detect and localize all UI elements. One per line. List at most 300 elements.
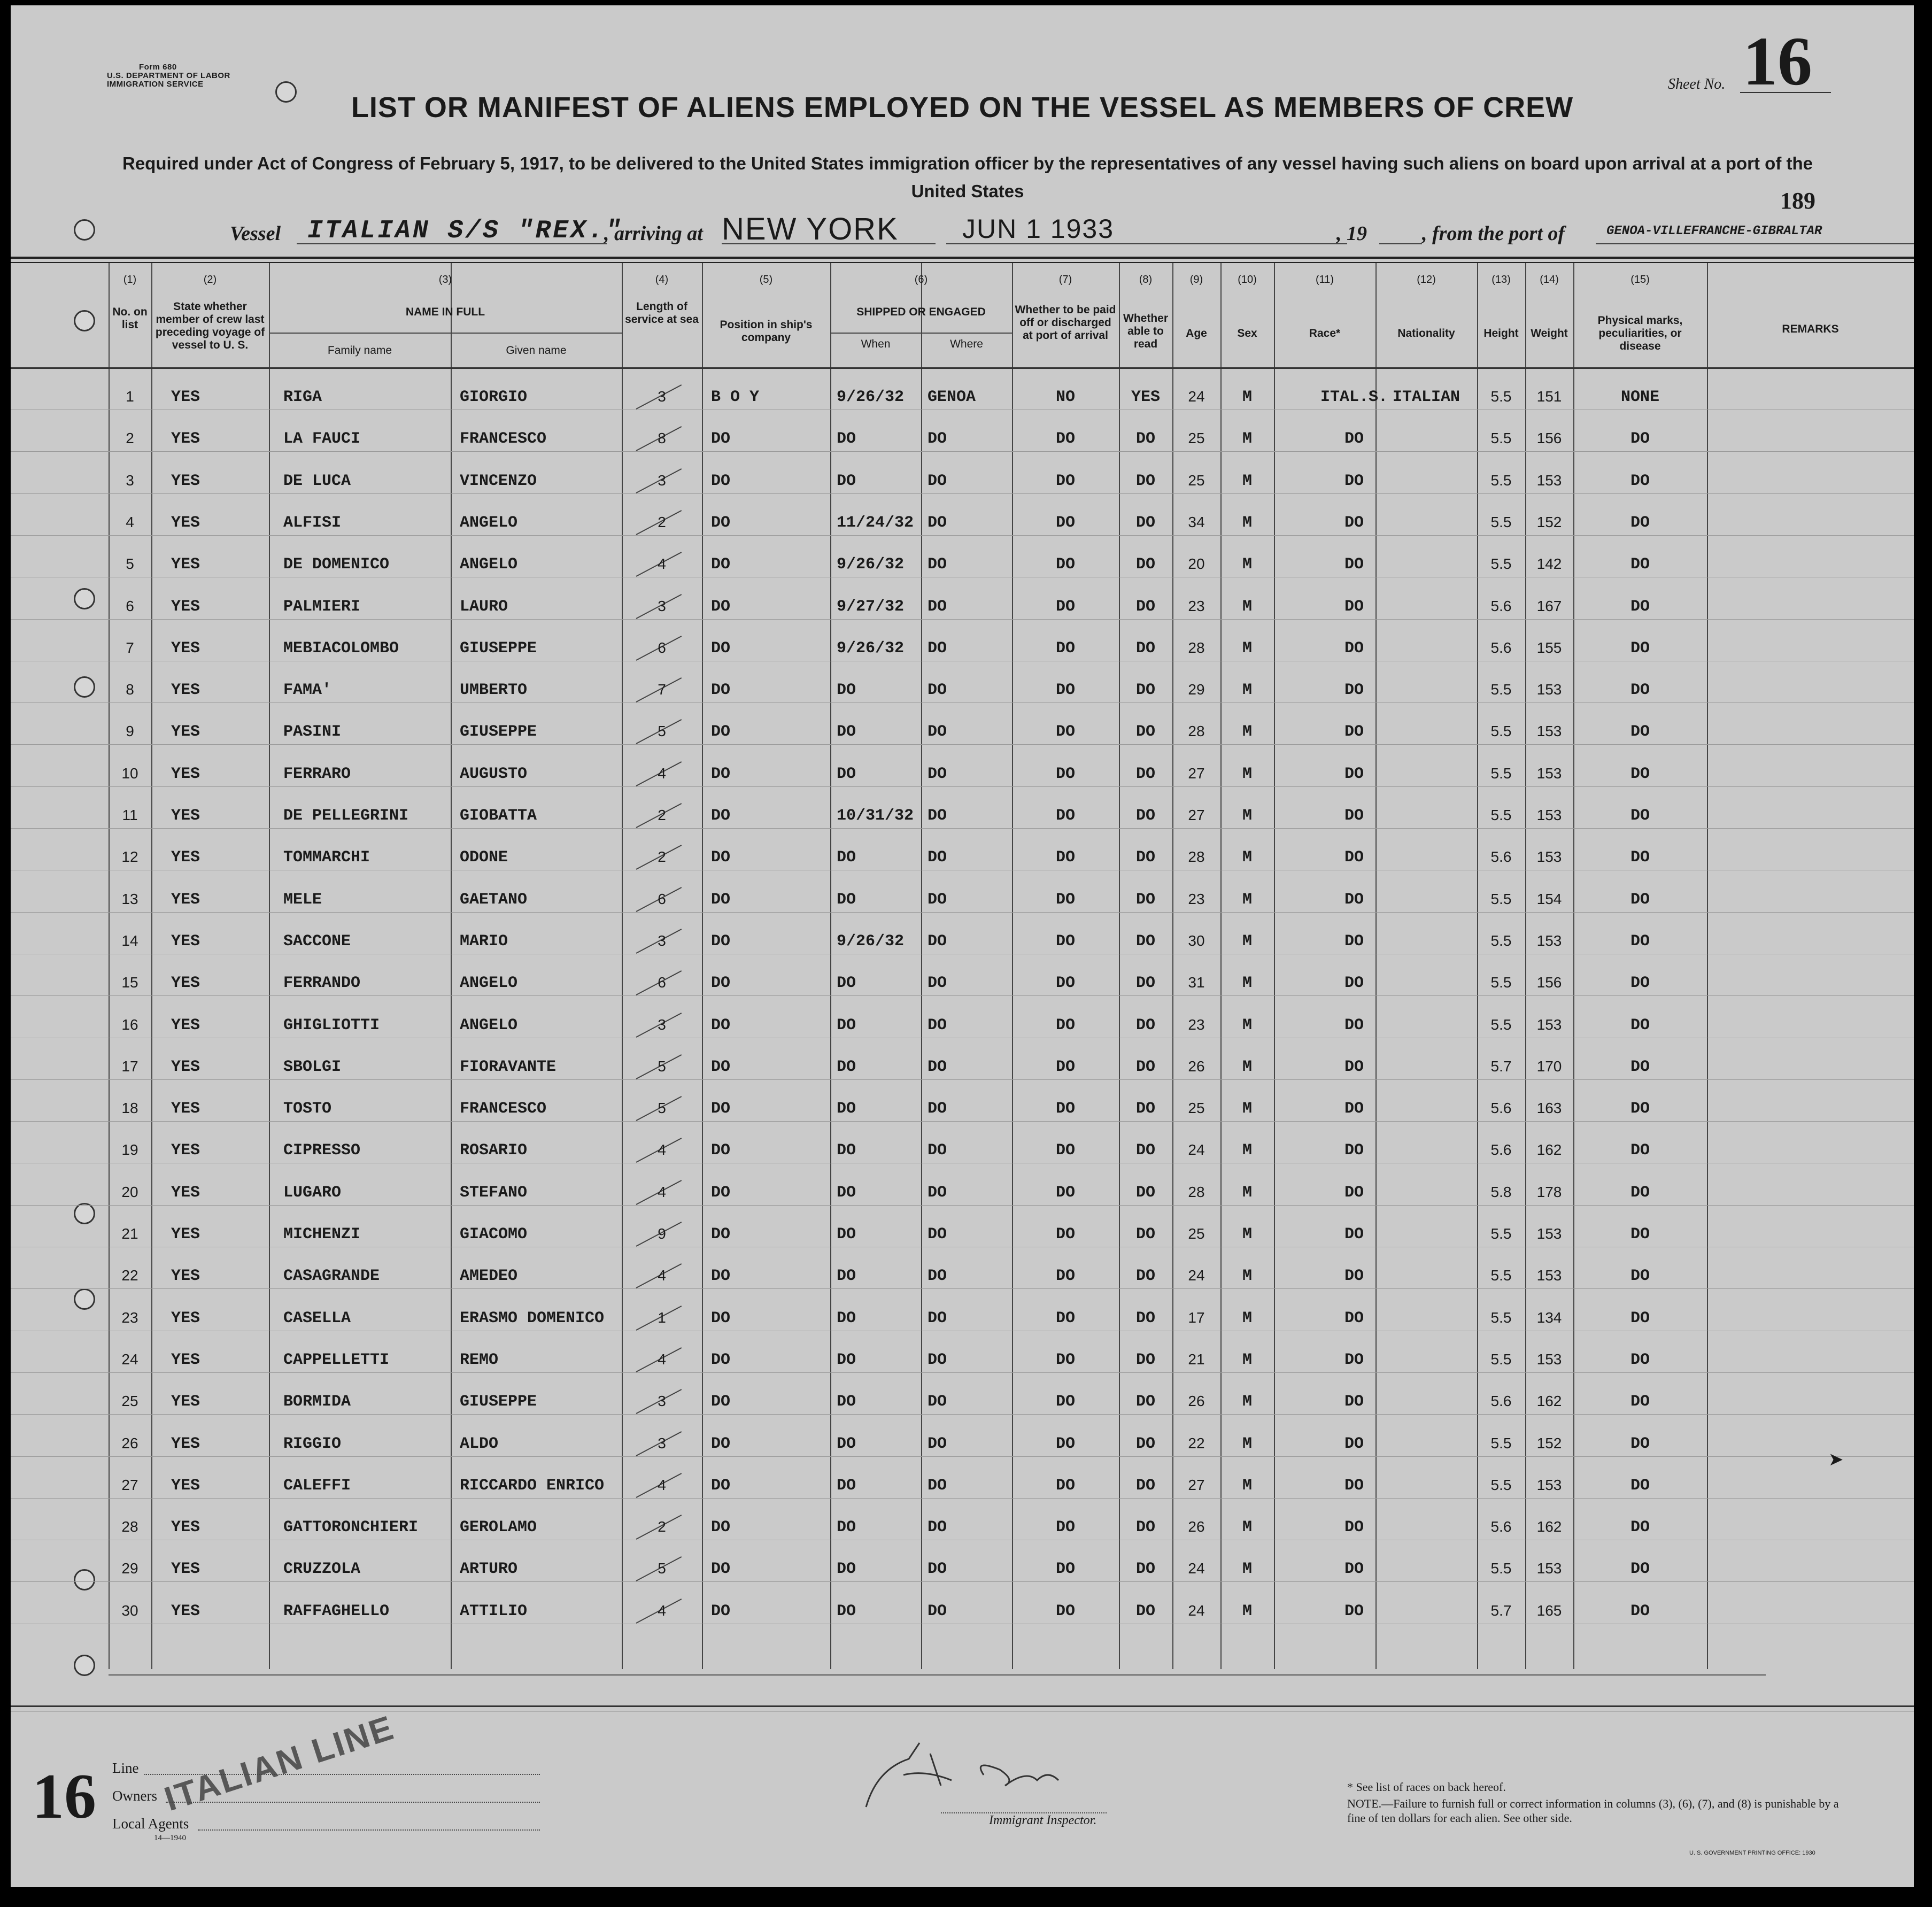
sheet-label: Sheet No.	[1668, 76, 1726, 92]
cell-able-to-read: DO	[1135, 1057, 1155, 1076]
cell-length-of-service: 2	[658, 1518, 666, 1535]
cell-physical-marks: DO	[1630, 472, 1650, 490]
cell-given-name: UMBERTO	[460, 681, 528, 700]
cell-race: DO	[1344, 472, 1364, 490]
cell-race: DO	[1344, 1393, 1364, 1411]
vessel-label: Vessel	[230, 222, 281, 245]
cell-sex: M	[1242, 890, 1252, 909]
cell-previous-voyage: YES	[171, 1560, 200, 1579]
cell-length-of-service: 3	[658, 1016, 666, 1033]
cell-given-name: GIOBATTA	[460, 807, 537, 825]
cell-shipped-where: DO	[928, 890, 947, 909]
cell-family-name: LUGARO	[283, 1183, 342, 1202]
cell-shipped-when: DO	[837, 1141, 856, 1160]
departure-ports: GENOA-VILLEFRANCHE-GIBRALTAR	[1596, 217, 1914, 244]
cell-family-name: CRUZZOLA	[283, 1560, 361, 1579]
cell-length-of-service: 4	[658, 1267, 666, 1284]
cell-shipped-when: DO	[837, 1560, 856, 1579]
cell-shipped-when: DO	[837, 1518, 856, 1537]
cell-family-name: CIPRESSO	[283, 1141, 361, 1160]
cell-sex: M	[1242, 430, 1252, 449]
cell-age: 27	[1188, 765, 1205, 782]
cell-weight: 170	[1536, 1057, 1562, 1075]
cell-height: 5.6	[1490, 1518, 1512, 1535]
column-divider	[269, 263, 270, 1669]
cell-given-name: FRANCESCO	[460, 1100, 547, 1118]
cell-sex: M	[1242, 597, 1252, 616]
cell-position: B O Y	[711, 388, 760, 406]
cell-shipped-where: DO	[928, 1602, 947, 1620]
cell-no: 10	[121, 765, 138, 782]
cell-previous-voyage: YES	[171, 513, 200, 532]
cell-given-name: ANGELO	[460, 555, 518, 574]
cell-position: DO	[711, 1393, 731, 1411]
cell-able-to-read: DO	[1135, 890, 1155, 909]
cell-no: 25	[121, 1393, 138, 1410]
cell-shipped-where: DO	[928, 1183, 947, 1202]
cell-height: 5.5	[1490, 890, 1512, 907]
cell-no: 21	[121, 1225, 138, 1242]
cell-age: 20	[1188, 555, 1205, 573]
cell-age: 22	[1188, 1434, 1205, 1452]
cell-weight: 153	[1536, 807, 1562, 823]
cell-family-name: LA FAUCI	[283, 430, 361, 449]
cell-race: DO	[1344, 430, 1364, 449]
cell-able-to-read: DO	[1135, 1476, 1155, 1495]
cell-position: DO	[711, 1016, 731, 1034]
cell-weight: 153	[1536, 681, 1562, 698]
cell-paid-off: DO	[1055, 1602, 1075, 1620]
cell-given-name: ODONE	[460, 848, 508, 867]
cell-family-name: MICHENZI	[283, 1225, 361, 1244]
cell-shipped-when: 9/27/32	[837, 597, 905, 616]
cell-position: DO	[711, 472, 731, 490]
year-blank	[1379, 217, 1422, 244]
cell-given-name: RICCARDO ENRICO	[460, 1476, 605, 1495]
cell-race: DO	[1344, 1100, 1364, 1118]
cell-previous-voyage: YES	[171, 555, 200, 574]
cell-sex: M	[1242, 1016, 1252, 1034]
cell-age: 25	[1188, 1100, 1205, 1117]
cell-age: 21	[1188, 1350, 1205, 1368]
cell-family-name: MELE	[283, 890, 322, 909]
cell-physical-marks: DO	[1630, 1141, 1650, 1160]
cell-previous-voyage: YES	[171, 1141, 200, 1160]
cell-weight: 152	[1536, 513, 1562, 530]
cell-sex: M	[1242, 639, 1252, 658]
cell-sex: M	[1242, 1225, 1252, 1244]
cell-able-to-read: DO	[1135, 555, 1155, 574]
cell-previous-voyage: YES	[171, 1016, 200, 1034]
year-label: , 19	[1336, 222, 1367, 245]
cell-no: 24	[121, 1350, 138, 1368]
column-number: (6)	[914, 274, 928, 285]
cell-weight: 162	[1536, 1141, 1562, 1159]
column-number: (3)	[438, 274, 452, 285]
cell-age: 24	[1188, 1267, 1205, 1284]
cell-height: 5.7	[1490, 1602, 1512, 1619]
cell-race: DO	[1344, 848, 1364, 867]
cell-shipped-when: DO	[837, 1100, 856, 1118]
column-number: (13)	[1491, 274, 1511, 285]
cell-shipped-where: DO	[928, 430, 947, 449]
cell-race: DO	[1344, 1016, 1364, 1034]
cell-weight: 163	[1536, 1100, 1562, 1117]
cell-no: 2	[126, 430, 134, 447]
cell-able-to-read: DO	[1135, 723, 1155, 742]
cell-physical-marks: DO	[1630, 974, 1650, 993]
column-divider	[151, 263, 152, 1669]
cell-shipped-when: DO	[837, 1057, 856, 1076]
cell-paid-off: DO	[1055, 513, 1075, 532]
cell-weight: 162	[1536, 1518, 1562, 1535]
cell-shipped-when: DO	[837, 430, 856, 449]
cell-able-to-read: DO	[1135, 472, 1155, 490]
cell-age: 27	[1188, 1476, 1205, 1493]
cell-weight: 165	[1536, 1602, 1562, 1619]
column-divider	[451, 263, 452, 1669]
cell-weight: 134	[1536, 1309, 1562, 1326]
header-weight: Weight	[1531, 327, 1568, 339]
row-rule	[11, 1205, 1914, 1206]
cell-shipped-where: DO	[928, 681, 947, 700]
cell-no: 20	[121, 1183, 138, 1200]
cell-paid-off: DO	[1055, 472, 1075, 490]
cell-position: DO	[711, 890, 731, 909]
cell-able-to-read: DO	[1135, 848, 1155, 867]
cell-paid-off: DO	[1055, 1393, 1075, 1411]
cell-length-of-service: 9	[658, 1225, 666, 1242]
owners-label: Owners	[112, 1788, 157, 1804]
cell-paid-off: DO	[1055, 1476, 1075, 1495]
cell-physical-marks: DO	[1630, 1016, 1650, 1034]
cell-physical-marks: NONE	[1620, 388, 1659, 406]
cell-given-name: GIACOMO	[460, 1225, 528, 1244]
cell-race: DO	[1344, 1560, 1364, 1579]
cell-race: DO	[1344, 681, 1364, 700]
cell-physical-marks: DO	[1630, 1350, 1650, 1369]
cell-previous-voyage: YES	[171, 388, 200, 406]
header-bottom-rule	[11, 367, 1914, 369]
cell-shipped-when: DO	[837, 1393, 856, 1411]
cell-race: DO	[1344, 1183, 1364, 1202]
cell-position: DO	[711, 765, 731, 783]
cell-age: 25	[1188, 472, 1205, 489]
cell-physical-marks: DO	[1630, 1183, 1650, 1202]
line-label: Line	[112, 1760, 139, 1776]
cell-family-name: RIGA	[283, 388, 322, 406]
cell-shipped-where: DO	[928, 1434, 947, 1453]
cell-length-of-service: 4	[658, 1476, 666, 1493]
cell-height: 5.6	[1490, 1100, 1512, 1117]
cell-weight: 153	[1536, 723, 1562, 740]
column-number: (14)	[1540, 274, 1559, 285]
header-physical-marks: Physical marks, peculiarities, or disease	[1597, 314, 1683, 352]
cell-physical-marks: DO	[1630, 1100, 1650, 1118]
cell-shipped-where: DO	[928, 597, 947, 616]
column-number: (12)	[1417, 274, 1436, 285]
cell-sex: M	[1242, 1602, 1252, 1620]
cell-height: 5.6	[1490, 848, 1512, 866]
italian-line-stamp: ITALIAN LINE	[159, 1708, 399, 1819]
cell-physical-marks: DO	[1630, 1393, 1650, 1411]
cell-length-of-service: 2	[658, 513, 666, 530]
cell-position: DO	[711, 974, 731, 993]
cell-shipped-where: DO	[928, 1225, 947, 1244]
cell-able-to-read: DO	[1135, 1518, 1155, 1537]
cell-shipped-when: 10/31/32	[837, 807, 914, 825]
cell-sex: M	[1242, 1267, 1252, 1286]
arrival-date: JUN 1 1933	[946, 213, 1347, 244]
sheet-number: 16	[1743, 23, 1812, 100]
cell-length-of-service: 4	[658, 555, 666, 573]
cell-family-name: SACCONE	[283, 932, 351, 951]
cell-position: DO	[711, 723, 731, 742]
cell-height: 5.5	[1490, 1476, 1512, 1493]
header-no-on-list: No. on list	[112, 306, 148, 331]
races-note: * See list of races on back hereof.	[1347, 1780, 1506, 1794]
cell-previous-voyage: YES	[171, 681, 200, 700]
cell-paid-off: DO	[1055, 890, 1075, 909]
cell-weight: 154	[1536, 890, 1562, 907]
cell-length-of-service: 2	[658, 848, 666, 866]
cell-physical-marks: DO	[1630, 1057, 1650, 1076]
cell-shipped-when: DO	[837, 1225, 856, 1244]
cell-family-name: RAFFAGHELLO	[283, 1602, 390, 1620]
cell-family-name: CALEFFI	[283, 1476, 351, 1495]
cell-shipped-where: DO	[928, 1057, 947, 1076]
cell-previous-voyage: YES	[171, 597, 200, 616]
row-rule	[11, 1288, 1914, 1289]
cell-weight: 156	[1536, 430, 1562, 447]
cell-physical-marks: DO	[1630, 1518, 1650, 1537]
cell-length-of-service: 4	[658, 765, 666, 782]
agent-code: 14—1940	[154, 1834, 186, 1842]
cell-position: DO	[711, 1057, 731, 1076]
cell-position: DO	[711, 597, 731, 616]
cell-physical-marks: DO	[1630, 1225, 1650, 1244]
cell-no: 28	[121, 1518, 138, 1535]
cell-able-to-read: DO	[1135, 932, 1155, 951]
header-nationality: Nationality	[1397, 327, 1455, 339]
cell-paid-off: DO	[1055, 1057, 1075, 1076]
cell-given-name: MARIO	[460, 932, 508, 951]
cell-sex: M	[1242, 848, 1252, 867]
cell-age: 28	[1188, 723, 1205, 740]
cell-previous-voyage: YES	[171, 723, 200, 742]
cell-age: 34	[1188, 513, 1205, 530]
cell-previous-voyage: YES	[171, 848, 200, 867]
cell-paid-off: DO	[1055, 1434, 1075, 1453]
cell-previous-voyage: YES	[171, 932, 200, 951]
cell-physical-marks: DO	[1630, 1560, 1650, 1579]
cell-given-name: FRANCESCO	[460, 430, 547, 449]
row-rule	[11, 493, 1914, 494]
vessel-line	[230, 212, 1822, 249]
cell-length-of-service: 6	[658, 639, 666, 656]
cell-length-of-service: 3	[658, 388, 666, 405]
cell-height: 5.5	[1490, 723, 1512, 740]
cell-shipped-where: DO	[928, 513, 947, 532]
cell-race: DO	[1344, 1309, 1364, 1327]
cell-paid-off: DO	[1055, 555, 1075, 574]
cell-shipped-where: DO	[928, 639, 947, 658]
cell-weight: 162	[1536, 1393, 1562, 1410]
cell-no: 18	[121, 1100, 138, 1117]
cell-length-of-service: 2	[658, 807, 666, 823]
cell-weight: 153	[1536, 1560, 1562, 1577]
cell-height: 5.5	[1490, 1434, 1512, 1452]
cell-physical-marks: DO	[1630, 430, 1650, 449]
cell-shipped-when: 9/26/32	[837, 639, 905, 658]
cell-height: 5.6	[1490, 1141, 1512, 1159]
cell-paid-off: DO	[1055, 639, 1075, 658]
cell-sex: M	[1242, 1350, 1252, 1369]
cell-paid-off: DO	[1055, 723, 1075, 742]
cell-weight: 178	[1536, 1183, 1562, 1200]
cell-family-name: FERRANDO	[283, 974, 361, 993]
cell-paid-off: DO	[1055, 1267, 1075, 1286]
cell-length-of-service: 3	[658, 1393, 666, 1410]
row-rule	[11, 1121, 1914, 1122]
cell-height: 5.7	[1490, 1057, 1512, 1075]
column-number: (8)	[1139, 274, 1153, 285]
cell-able-to-read: DO	[1135, 1016, 1155, 1034]
cell-shipped-where: DO	[928, 1016, 947, 1034]
cell-family-name: CASAGRANDE	[283, 1267, 380, 1286]
cell-age: 24	[1188, 1141, 1205, 1159]
cell-shipped-where: DO	[928, 1560, 947, 1579]
column-number: (15)	[1630, 274, 1650, 285]
punch-hole	[74, 219, 95, 241]
cell-age: 26	[1188, 1518, 1205, 1535]
cell-given-name: GIUSEPPE	[460, 639, 537, 658]
cell-given-name: AMEDEO	[460, 1267, 518, 1286]
cell-sex: M	[1242, 513, 1252, 532]
cell-shipped-where: DO	[928, 807, 947, 825]
cell-age: 26	[1188, 1393, 1205, 1410]
cell-position: DO	[711, 1309, 731, 1327]
cell-weight: 167	[1536, 597, 1562, 614]
cell-height: 5.5	[1490, 807, 1512, 823]
cell-family-name: FAMA'	[283, 681, 332, 700]
cell-family-name: PALMIERI	[283, 597, 361, 616]
cell-given-name: ANGELO	[460, 1016, 518, 1034]
cell-sex: M	[1242, 723, 1252, 742]
cell-family-name: CASELLA	[283, 1309, 351, 1327]
cell-previous-voyage: YES	[171, 765, 200, 783]
cell-given-name: STEFANO	[460, 1183, 528, 1202]
cell-physical-marks: DO	[1630, 555, 1650, 574]
cell-race: DO	[1344, 1602, 1364, 1620]
cell-age: 27	[1188, 807, 1205, 823]
cell-position: DO	[711, 513, 731, 532]
cell-length-of-service: 4	[658, 1183, 666, 1200]
cell-sex: M	[1242, 1100, 1252, 1118]
manifest-title: LIST OR MANIFEST OF ALIENS EMPLOYED ON THE VESSEL AS MEMBERS OF CREW	[351, 91, 1574, 123]
cell-weight: 153	[1536, 848, 1562, 866]
header-position: Position in ship's company	[720, 319, 813, 344]
cell-position: DO	[711, 1183, 731, 1202]
cell-able-to-read: DO	[1135, 1602, 1155, 1620]
agents-blank	[198, 1829, 540, 1831]
cell-height: 5.5	[1490, 681, 1512, 698]
cell-height: 5.5	[1490, 1225, 1512, 1242]
cell-length-of-service: 5	[658, 1560, 666, 1577]
form-identifier	[107, 63, 230, 89]
cell-age: 31	[1188, 974, 1205, 991]
cell-previous-voyage: YES	[171, 430, 200, 449]
cell-shipped-where: DO	[928, 555, 947, 574]
cell-age: 24	[1188, 1602, 1205, 1619]
cell-physical-marks: DO	[1630, 513, 1650, 532]
cell-weight: 153	[1536, 1350, 1562, 1368]
column-number: (7)	[1058, 274, 1072, 285]
cell-able-to-read: DO	[1135, 1393, 1155, 1411]
cell-shipped-where: DO	[928, 848, 947, 867]
arrival-port: NEW YORK	[722, 211, 936, 244]
cell-age: 25	[1188, 1225, 1205, 1242]
cell-no: 8	[126, 681, 134, 698]
header-length-of-service: Length of service at sea	[625, 300, 699, 326]
cell-previous-voyage: YES	[171, 1267, 200, 1286]
cell-paid-off: DO	[1055, 1100, 1075, 1118]
header-family-name: Family name	[327, 344, 392, 357]
cell-position: DO	[711, 1225, 731, 1244]
cell-age: 26	[1188, 1057, 1205, 1075]
header-sex: Sex	[1237, 327, 1257, 339]
cell-length-of-service: 1	[658, 1309, 666, 1326]
cell-height: 5.5	[1490, 1309, 1512, 1326]
cell-family-name: BORMIDA	[283, 1393, 351, 1411]
cell-position: DO	[711, 1350, 731, 1369]
cell-shipped-when: DO	[837, 1602, 856, 1620]
cell-sex: M	[1242, 1057, 1252, 1076]
cell-position: DO	[711, 639, 731, 658]
cell-shipped-where: DO	[928, 1141, 947, 1160]
cell-length-of-service: 3	[658, 932, 666, 949]
from-port-label: , from the port of	[1422, 222, 1565, 245]
cell-sex: M	[1242, 974, 1252, 993]
cell-physical-marks: DO	[1630, 1267, 1650, 1286]
cell-family-name: GATTORONCHIERI	[283, 1518, 419, 1537]
row-rule	[11, 744, 1914, 745]
cell-length-of-service: 6	[658, 974, 666, 991]
cell-previous-voyage: YES	[171, 1476, 200, 1495]
cell-given-name: ERASMO DOMENICO	[460, 1309, 605, 1327]
cell-able-to-read: DO	[1135, 1141, 1155, 1160]
cell-race: DO	[1344, 1434, 1364, 1453]
cell-length-of-service: 4	[658, 1350, 666, 1368]
shipped-subheader-rule	[830, 333, 1012, 334]
row-rule	[11, 995, 1914, 996]
header-paid-off: Whether to be paid off or discharged at port of arrival	[1015, 304, 1116, 342]
cell-race: DO	[1344, 1476, 1364, 1495]
cell-given-name: VINCENZO	[460, 472, 537, 490]
cell-shipped-where: DO	[928, 1100, 947, 1118]
cell-physical-marks: DO	[1630, 681, 1650, 700]
cell-previous-voyage: YES	[171, 1393, 200, 1411]
cell-age: 24	[1188, 1560, 1205, 1577]
column-number: (4)	[655, 274, 669, 285]
cell-height: 5.5	[1490, 388, 1512, 405]
cell-shipped-when: DO	[837, 1350, 856, 1369]
cell-weight: 153	[1536, 1016, 1562, 1033]
cell-given-name: ATTILIO	[460, 1602, 528, 1620]
cell-paid-off: DO	[1055, 430, 1075, 449]
cell-race: DO	[1344, 1141, 1364, 1160]
cell-no: 19	[121, 1141, 138, 1159]
